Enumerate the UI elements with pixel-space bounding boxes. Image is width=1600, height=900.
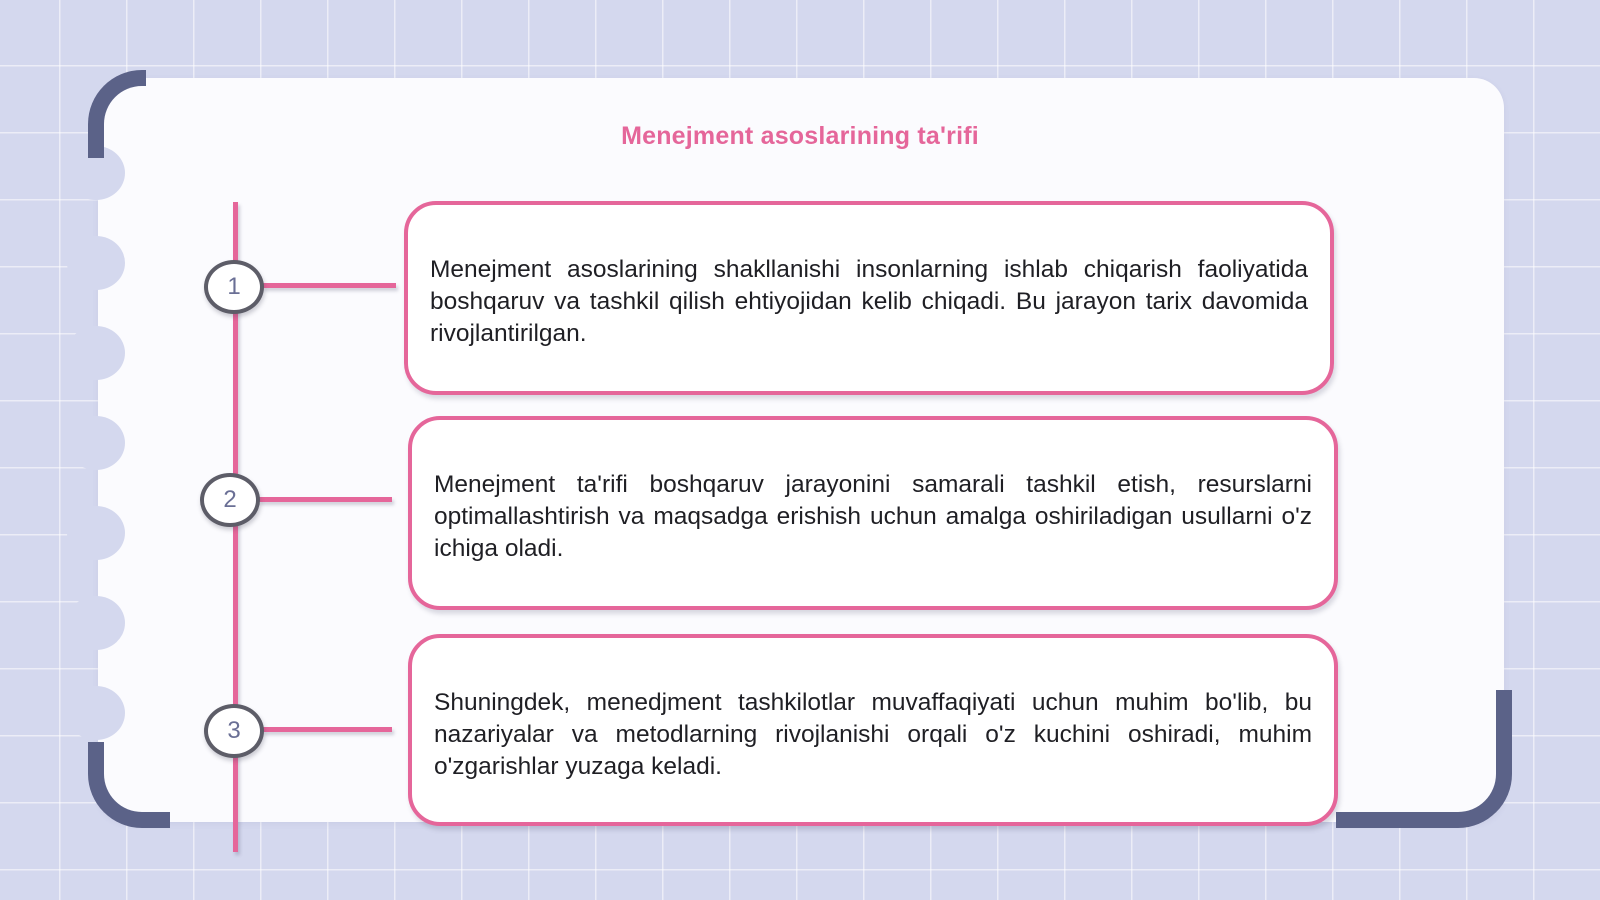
notebook-notch (67, 596, 125, 650)
step-number-badge: 2 (200, 473, 260, 527)
step-description: Menejment ta'rifi boshqaruv jarayonini samarali tashkil etish, resurslarni optimallashtirish va maqsadga erishish uchun amalga oshiriladigan usullarni o'z ichiga oladi. (434, 471, 1312, 562)
frame-corner-top-left (88, 70, 146, 158)
step-number-badge: 3 (204, 704, 264, 758)
notebook-notch (67, 236, 125, 290)
notebook-notch (67, 506, 125, 560)
step-card (408, 416, 1338, 610)
notebook-notch (67, 416, 125, 470)
step-number-badge: 1 (204, 260, 264, 314)
timeline-connector (262, 283, 396, 288)
step-description: Menejment asoslarining shakllanishi insonlarning ishlab chiqarish faoliyatida boshqaruv va tashkil qilish ehtiyojidan kelib chiqadi. Bu jarayon tarix davomida rivojlantirilgan. (430, 256, 1308, 347)
notebook-notch (67, 686, 125, 740)
notebook-notch (67, 326, 125, 380)
step-card (404, 201, 1334, 395)
slide-title: Menejment asoslarining ta'rifi (621, 122, 979, 150)
timeline-connector (262, 727, 392, 732)
frame-corner-bottom-right (1336, 690, 1512, 828)
step-card (408, 634, 1338, 826)
timeline-connector (258, 497, 392, 502)
step-description: Shuningdek, menedjment tashkilotlar muvaffaqiyati uchun muhim bo'lib, bu nazariyalar va metodlarning rivojlanishi orqali o'z kuchini oshiradi, muhim o'zgarishlar yuzaga keladi. (434, 689, 1312, 780)
frame-corner-bottom-left (88, 742, 170, 828)
